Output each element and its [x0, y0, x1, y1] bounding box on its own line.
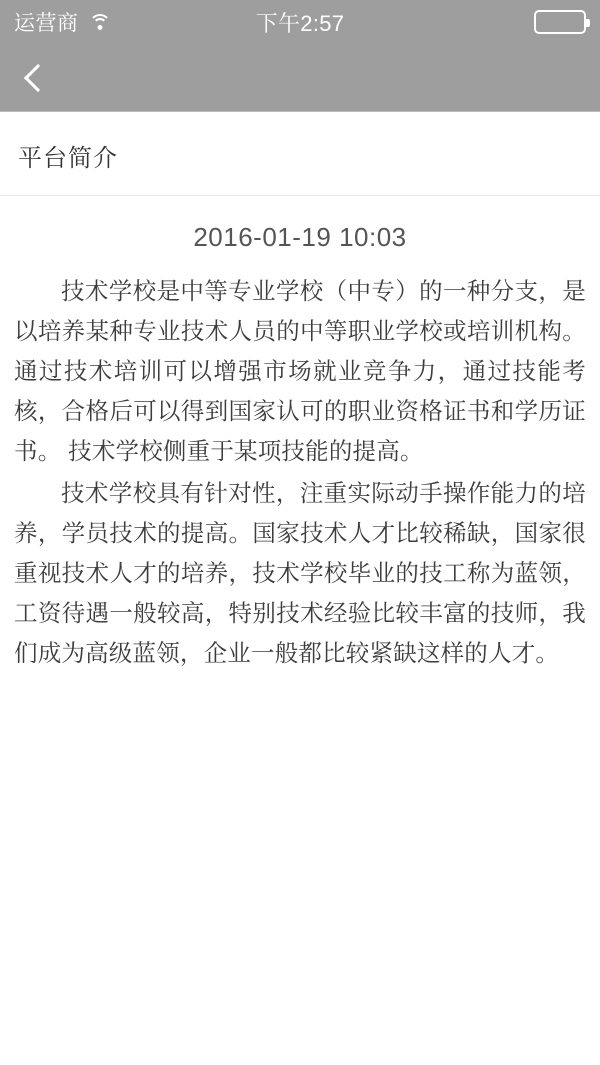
page-title: 平台简介 — [0, 112, 600, 196]
status-bar-right — [416, 10, 586, 34]
status-bar-time: 下午2:57 — [255, 10, 345, 36]
navigation-bar — [0, 44, 600, 112]
article-timestamp: 2016-01-19 10:03 — [193, 222, 407, 252]
carrier-label: 运营商 — [14, 12, 79, 35]
battery-full-icon — [534, 10, 586, 34]
article-body — [0, 271, 600, 673]
status-bar-left — [14, 7, 184, 37]
chevron-left-icon[interactable] — [18, 61, 52, 95]
wifi-icon — [89, 13, 111, 31]
status-bar — [0, 0, 600, 44]
page-content — [0, 112, 600, 673]
article-paragraph: 技术学校是中等专业学校（中专）的一种分支，是以培养某种专业技术人员的中等职业学校或培训机构。通过技术培训可以增强市场就业竞争力，通过技能考核，合格后可以得到国家认可的职业资格证书和学历证书。 技术学校侧重于某项技能的提高。 — [14, 278, 586, 464]
article-paragraph: 技术学校具有针对性，注重实际动手操作能力的培养，学员技术的提高。国家技术人才比较稀缺，国家很重视技术人才的培养，技术学校毕业的技工称为蓝领，工资待遇一般较高，特别技术经验比较丰富的技师，我们成为高级蓝领，企业一般都比较紧缺这样的人才。 — [14, 480, 586, 666]
